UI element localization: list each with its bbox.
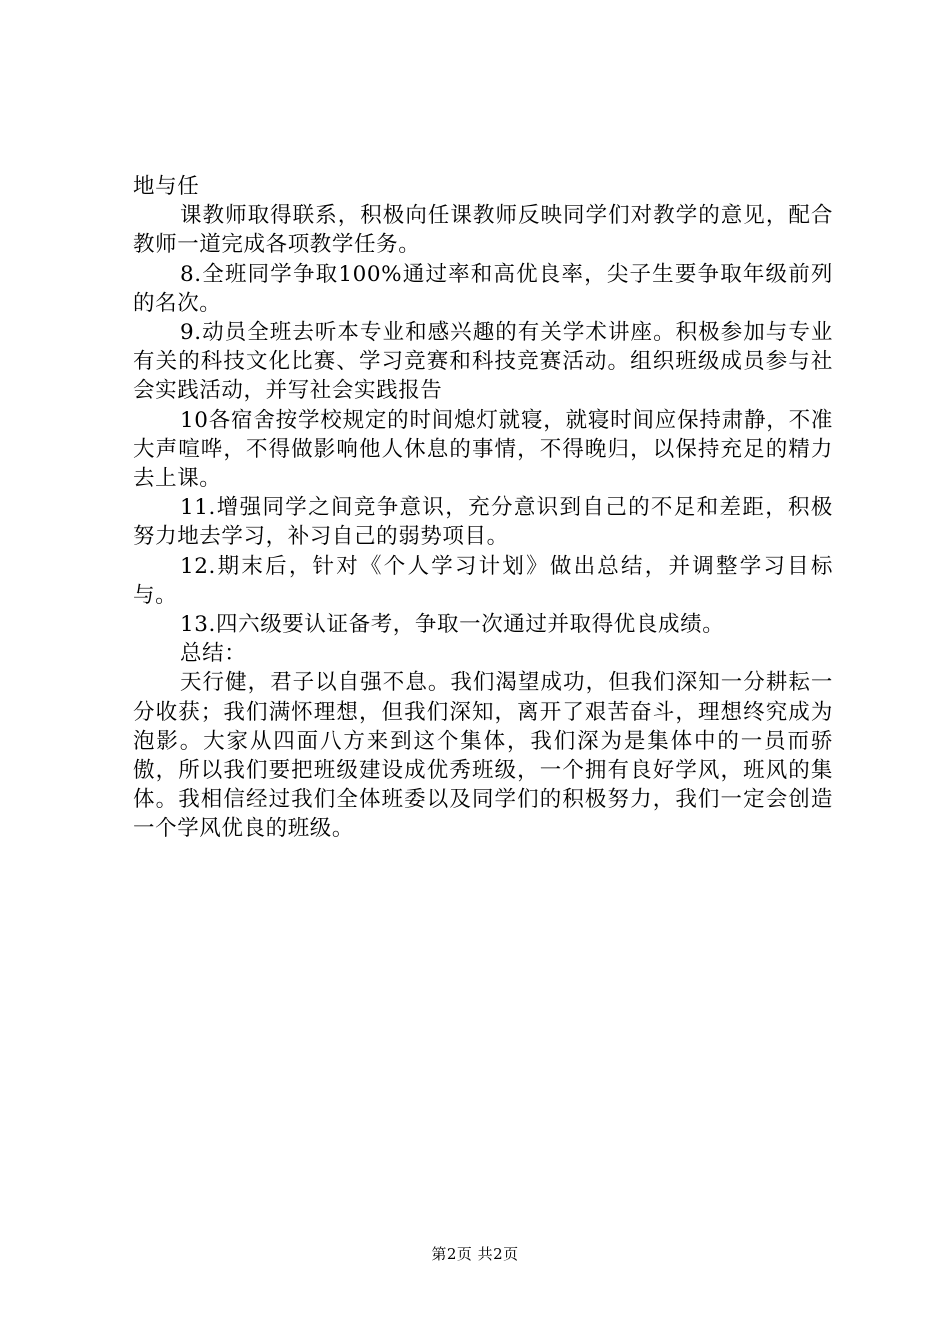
paragraph-item-9: 9.动员全班去听本专业和感兴趣的有关学术讲座。积极参加与专业有关的科技文化比赛、学习竞赛和科技竞赛活动。组织班级成员参与社会实践活动，并写社会实践报告 xyxy=(133,320,833,404)
summary-paragraph: 天行健，君子以自强不息。我们渴望成功，但我们深知一分耕耘一分收获；我们满怀理想，但我们深知，离开了艰苦奋斗，理想终究成为泡影。大家从四面八方来到这个集体，我们深为是集体中的一员而骄傲，所以我们要把班级建设成优秀班级，一个拥有良好学风，班风的集体。我相信经过我们全体班委以及同学们的积极努力，我们一定会创造一个学风优良的班级。 xyxy=(133,670,833,842)
paragraph-item-13: 13.四六级要认证备考，争取一次通过并取得优良成绩。 xyxy=(180,612,725,638)
summary-heading: 总结： xyxy=(180,641,247,667)
paragraph-item-8: 8.全班同学争取100%通过率和高优良率，尖子生要争取年级前列的名次。 xyxy=(133,261,833,316)
paragraph-continuation: 地与任 xyxy=(133,174,200,199)
page-footer: 第2页 共2页 xyxy=(431,1245,519,1263)
paragraph-item-12: 12.期末后，针对《个人学习计划》做出总结，并调整学习目标与。 xyxy=(133,553,833,608)
paragraph-item-11: 11.增强同学之间竞争意识，充分意识到自己的不足和差距，积极努力地去学习，补习自己的弱势项目。 xyxy=(133,495,833,550)
document-body xyxy=(133,172,833,844)
paragraph-item-10: 10各宿舍按学校规定的时间熄灯就寝，就寝时间应保持肃静，不准大声喧哗，不得做影响他人休息的事情，不得晚归，以保持充足的精力去上课。 xyxy=(133,407,833,492)
paragraph-teacher-contact: 课教师取得联系，积极向任课教师反映同学们对教学的意见，配合教师一道完成各项教学任务。 xyxy=(133,203,833,258)
